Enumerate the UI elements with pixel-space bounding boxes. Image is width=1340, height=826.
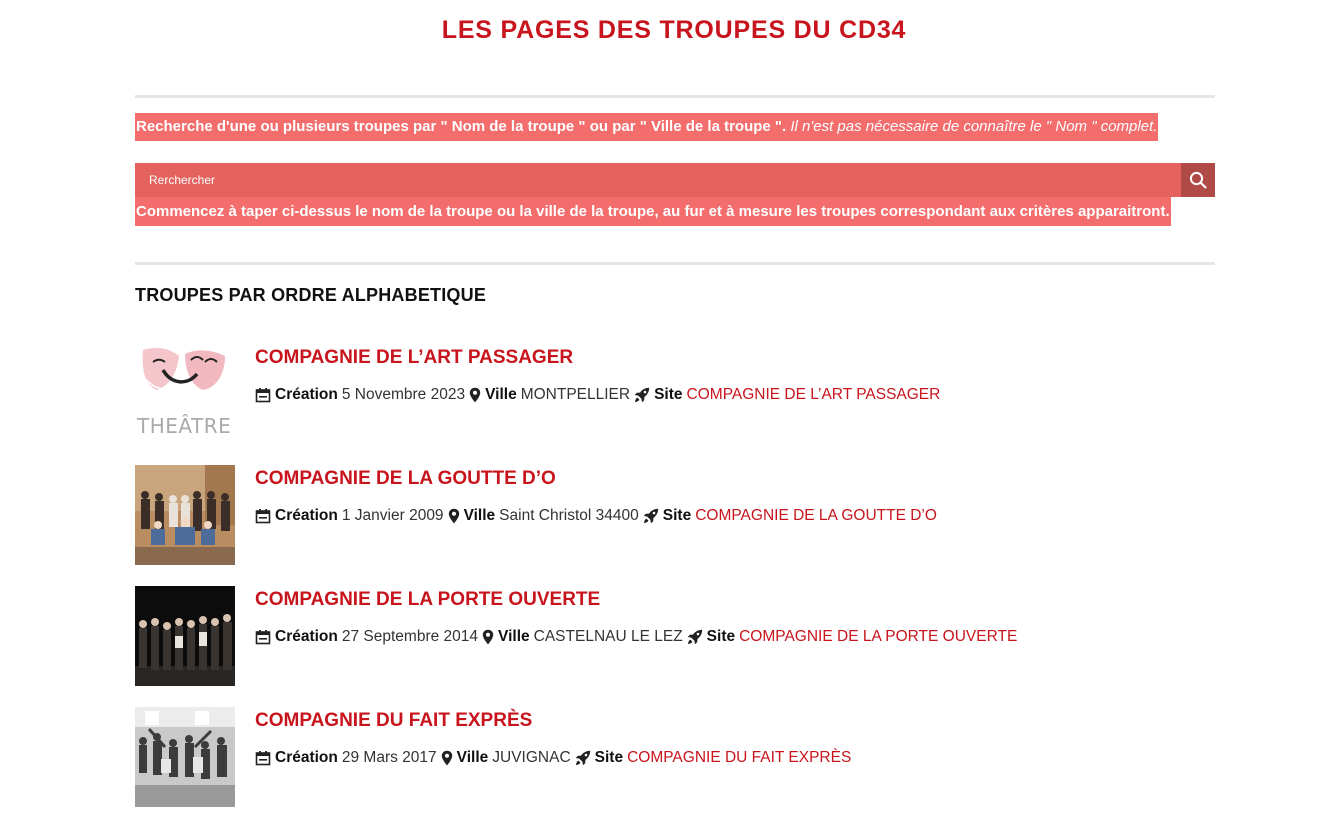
rocket-icon bbox=[575, 750, 591, 766]
ville-label: Ville bbox=[456, 749, 489, 766]
calendar-icon bbox=[255, 629, 271, 645]
ville-value: JUVIGNAC bbox=[492, 749, 571, 766]
thumbnail-caption: THEÂTRE bbox=[137, 414, 232, 438]
creation-date: 27 Septembre 2014 bbox=[341, 628, 479, 645]
troupe-thumbnail[interactable] bbox=[135, 465, 235, 565]
troupe-thumbnail[interactable] bbox=[135, 586, 235, 686]
site-label: Site bbox=[706, 628, 736, 645]
troupe-thumbnail[interactable] bbox=[135, 707, 235, 807]
rocket-icon bbox=[643, 508, 659, 524]
troupe-name-link[interactable]: COMPAGNIE DE L’ART PASSAGER bbox=[255, 347, 574, 368]
list-item bbox=[135, 465, 1215, 565]
search-intro bbox=[135, 113, 1158, 141]
creation-label: Création bbox=[275, 628, 338, 645]
troupe-name-link[interactable]: COMPAGNIE DE LA GOUTTE D’O bbox=[255, 468, 556, 489]
map-marker-icon bbox=[448, 508, 460, 524]
troupe-meta bbox=[255, 628, 1017, 646]
search-help: Commencez à taper ci-dessus le nom de la troupe ou la ville de la troupe, au fur et à mesure les troupes correspondant aux critères apparaitront. bbox=[135, 197, 1171, 226]
creation-label: Création bbox=[275, 386, 338, 403]
map-marker-icon bbox=[441, 750, 453, 766]
calendar-icon bbox=[255, 387, 271, 403]
site-link[interactable]: COMPAGNIE DE L’ART PASSAGER bbox=[686, 386, 941, 403]
rocket-icon bbox=[687, 629, 703, 645]
troupe-thumbnail[interactable] bbox=[135, 344, 235, 444]
troupe-name-link[interactable]: COMPAGNIE DU FAIT EXPRÈS bbox=[255, 710, 533, 731]
site-link[interactable]: COMPAGNIE DE LA GOUTTE D’O bbox=[695, 507, 937, 524]
search-intro-italic: Il n'est pas nécessaire de connaître le " Nom " complet. bbox=[790, 118, 1158, 135]
ville-value: MONTPELLIER bbox=[520, 386, 631, 403]
section-title: TROUPES PAR ORDRE ALPHABETIQUE bbox=[135, 285, 487, 305]
ville-value: CASTELNAU LE LEZ bbox=[533, 628, 683, 645]
calendar-icon bbox=[255, 750, 271, 766]
search-input[interactable] bbox=[135, 163, 1175, 197]
ville-label: Ville bbox=[485, 386, 517, 403]
troupe-name-link[interactable]: COMPAGNIE DE LA PORTE OUVERTE bbox=[255, 589, 601, 610]
map-marker-icon bbox=[469, 387, 481, 403]
list-item bbox=[135, 344, 1215, 444]
troupe-meta bbox=[255, 386, 940, 404]
page-title: LES PAGES DES TROUPES DU CD34 bbox=[441, 16, 907, 44]
ville-label: Ville bbox=[463, 507, 496, 524]
calendar-icon bbox=[255, 508, 271, 524]
map-marker-icon bbox=[482, 629, 494, 645]
search-intro-bold: Recherche d'une ou plusieurs troupes par " Nom de la troupe " ou par " Ville de la troupe ". bbox=[136, 118, 787, 135]
rocket-icon bbox=[634, 387, 650, 403]
list-item bbox=[135, 707, 1215, 807]
site-label: Site bbox=[662, 507, 692, 524]
site-link[interactable]: COMPAGNIE DU FAIT EXPRÈS bbox=[627, 749, 852, 766]
site-link[interactable]: COMPAGNIE DE LA PORTE OUVERTE bbox=[739, 628, 1018, 645]
search-icon bbox=[1189, 171, 1207, 189]
search-bar bbox=[135, 163, 1215, 197]
creation-label: Création bbox=[275, 749, 338, 766]
divider bbox=[135, 262, 1215, 265]
troupe-meta bbox=[255, 507, 937, 525]
creation-date: 29 Mars 2017 bbox=[341, 749, 437, 766]
site-label: Site bbox=[594, 749, 624, 766]
creation-label: Création bbox=[275, 507, 338, 524]
ville-label: Ville bbox=[498, 628, 530, 645]
divider bbox=[135, 95, 1215, 98]
creation-date: 1 Janvier 2009 bbox=[341, 507, 444, 524]
search-button[interactable] bbox=[1181, 163, 1215, 197]
list-item bbox=[135, 586, 1215, 686]
creation-date: 5 Novembre 2023 bbox=[341, 386, 466, 403]
ville-value: Saint Christol 34400 bbox=[499, 507, 639, 524]
site-label: Site bbox=[654, 386, 683, 403]
troupe-meta bbox=[255, 749, 851, 767]
